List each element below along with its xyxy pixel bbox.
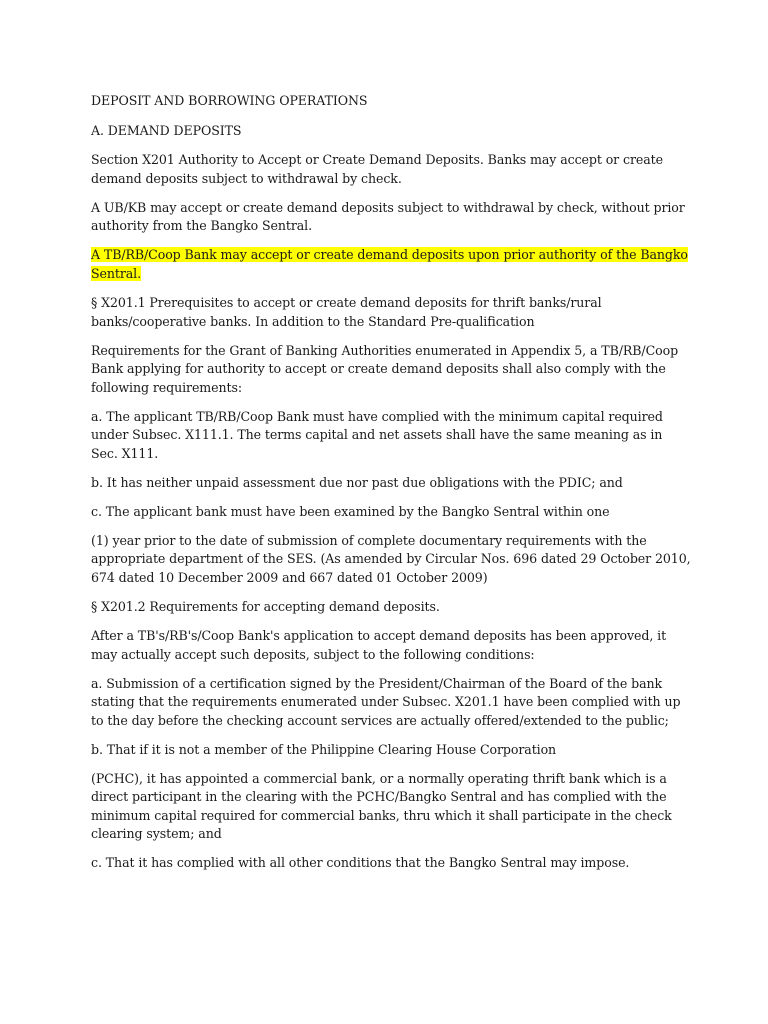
paragraph-x201-2: § X201.2 Requirements for accepting demand deposits. <box>91 598 440 614</box>
document-body <box>91 92 691 883</box>
paragraph-item-c: c. The applicant bank must have been examined by the Bangko Sentral within one <box>91 503 610 519</box>
paragraph-condition-a: a. Submission of a certification signed by the President/Chairman of the Board of the bank stating that the requirements enumerated under Subsec. X201.1 have been complied with up to the day before the checking account services are actually offered/extended to the public; <box>91 675 681 728</box>
paragraph-condition-c: c. That it has complied with all other conditions that the Bangko Sentral may impose. <box>91 855 630 871</box>
paragraph-one-year: (1) year prior to the date of submission of complete documentary requirements with the appropriate department of the SES. (As amended by Circular Nos. 696 dated 29 October 2010, 674 dated 10 December 2009 and 667 dated 01 October 2009) <box>91 532 691 585</box>
section-heading: A. DEMAND DEPOSITS <box>91 122 242 138</box>
paragraph-x201-1: § X201.1 Prerequisites to accept or create demand deposits for thrift banks/rural banks/cooperative banks. In addition to the Standard Pre-qualification <box>91 294 602 329</box>
paragraph-after-approval: After a TB's/RB's/Coop Bank's application to accept demand deposits has been approved, it may actually accept such deposits, subject to the following conditions: <box>91 627 667 662</box>
document-title: DEPOSIT AND BORROWING OPERATIONS <box>91 93 368 108</box>
paragraph-requirements: Requirements for the Grant of Banking Authorities enumerated in Appendix 5, a TB/RB/Coop Bank applying for authority to accept or create demand deposits shall also comply with the following requirements: <box>91 342 679 395</box>
paragraph-ub-kb: A UB/KB may accept or create demand deposits subject to withdrawal by check, without prior authority from the Bangko Sentral. <box>91 199 685 234</box>
paragraph-item-a: a. The applicant TB/RB/Coop Bank must have complied with the minimum capital required under Subsec. X111.1. The terms capital and net assets shall have the same meaning as in Sec. X111. <box>91 408 663 461</box>
paragraph-condition-b: b. That if it is not a member of the Philippine Clearing House Corporation <box>91 741 557 757</box>
paragraph-section-x201: Section X201 Authority to Accept or Create Demand Deposits. Banks may accept or create demand deposits subject to withdrawal by check. <box>91 152 663 186</box>
highlighted-text: A TB/RB/Coop Bank may accept or create demand deposits upon prior authority of the Bangko Sentral. <box>91 247 688 281</box>
paragraph-pchc: (PCHC), it has appointed a commercial bank, or a normally operating thrift bank which is a direct participant in the clearing with the PCHC/Bangko Sentral and has complied with the minimum capital required for commercial banks, thru which it shall participate in the check clearing system; and <box>91 770 672 842</box>
paragraph-highlighted <box>91 246 691 283</box>
paragraph-item-b: b. It has neither unpaid assessment due nor past due obligations with the PDIC; and <box>91 474 623 490</box>
